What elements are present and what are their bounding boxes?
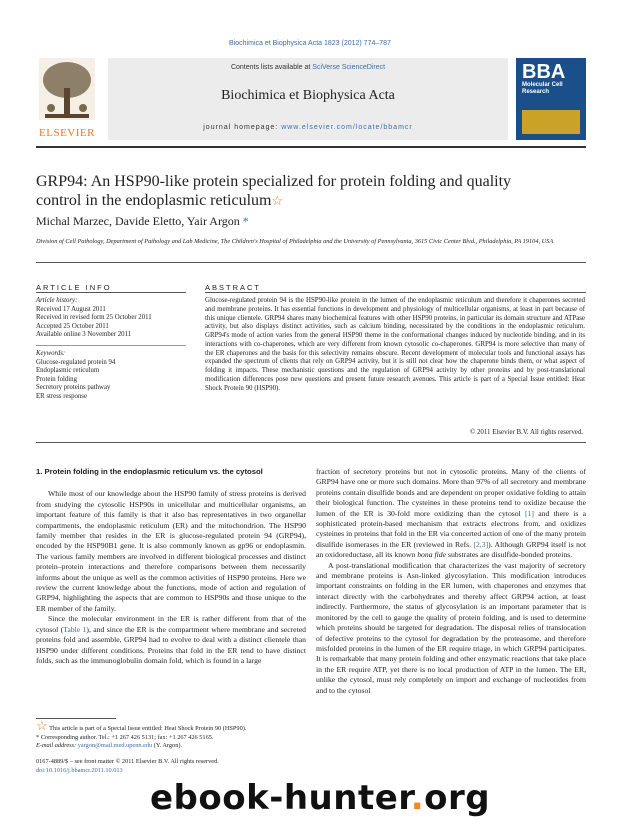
journal-title: Biochimica et Biophysica Acta xyxy=(221,88,395,103)
keyword: Endoplasmic reticulum xyxy=(36,367,100,375)
section-heading: 1. Protein folding in the endoplasmic reticulum vs. the cytosol xyxy=(36,467,263,476)
homepage-line: journal homepage: www.elsevier.com/locate/bbamcr xyxy=(203,124,413,131)
paragraph: fraction of secretory proteins but not in cytosolic proteins. Many of the clients of GRP94 have one or more such domains. More than 97% of all secretory and membrane proteins contain disulfide bonds and are dependent on proper oxidative folding to attain their biological function. The cysteines in these proteins tend to oxidize because the lumen of the ER is 30-fold more oxidizing than the cytosol [1] and there is a sophisticated protein-based mechanism that extracts electrons from, and oxidizes cysteines in proteins that fold in the ER via concerted action of one of the many protein disulfide isomerases in the ER (reviewed in Refs. [2,3]). Although GRP94 itself is not an oxidoreductase, all its known bona fide substrates are disulfide-bonded proteins. xyxy=(316,467,586,560)
homepage-link[interactable]: www.elsevier.com/locate/bbamcr xyxy=(281,124,413,131)
paragraph: While most of our knowledge about the HSP90 family of stress proteins is derived from studying the cytosolic HSP90s in unicellular and multicellular organisms, an important feature of this family is that it also has representatives in two organellar compartments, the endoplasmic reticulum (ER) and the mitochondrion. The HSP90 family member that resides in the ER is glucose-regulated protein 94 (GRP94), encoded by the HSP90B1 gene. It is also commonly known as gp96 or endoplasmin. The various family members are involved in different biological processes and distinct protein–protein interactions and therefore comparisons between them necessarily informs about the unique as well as the common activities of HSP90 proteins. Here we review the current knowledge about the functions, mode of action and regulation of GRP94, highlighting the aspects that are common to HSP90s and those unique to the ER member of the family. xyxy=(36,489,306,613)
watermark: ebook-hunter.org xyxy=(150,778,491,818)
header-divider xyxy=(36,146,586,148)
paragraph: A post-translational modification that characterizes the vast majority of secretory and membrane proteins is Asn-linked glycosylation. This modification introduces important constraints on folding in the ER lumen, with chaperones and enzymes that interact directly with the carbohydrates and thereby affect GRP94 action, at least indirectly. Furthermore, the status of glycosylation is an important parameter that is monitored by the cell to gauge the quality of protein folding, and is used to determine which proteins should be targeted for degradation. The disposal relies of translocation of defective proteins to the cytosol for degradation by the proteasome, and therefore misfolded proteins in the lumen of the ER require triage, in which GRP94 participates. It is remarkable that many protein folding and other enzymatic reactions that take place in the ER require ATP, yet there is no local production of ATP in the lumen. The ER, unlike the cytosol, must rely completely on import and exchange of nucleotides from and to the cytosol xyxy=(316,560,586,695)
article-title: GRP94: An HSP90-like protein specialized for protein folding and quality control in the endoplasmic reticulum☆ xyxy=(36,173,512,209)
article-info-heading: ARTICLE INFO xyxy=(36,283,112,292)
info-rule xyxy=(36,292,186,293)
table-reference-link[interactable]: Table 1 xyxy=(63,624,87,634)
citation-link[interactable]: [2,3] xyxy=(473,539,489,549)
title-star-icon[interactable]: ☆ xyxy=(271,193,284,208)
journal-citation: Biochimica et Biophysica Acta 1823 (2012) 774–787 xyxy=(229,40,391,47)
keyword: Secretory proteins pathway xyxy=(36,384,111,392)
affiliation-divider xyxy=(36,262,586,263)
journal-banner xyxy=(108,58,508,140)
info-separator xyxy=(36,345,186,346)
footnote: * Corresponding author. Tel.: +1 267 426 5131; fax: +1 267 426 5165. xyxy=(36,733,214,741)
corresponding-author-mark[interactable]: * xyxy=(242,214,249,228)
issn-line: 0167-4889/$ – see front matter © 2011 Elsevier B.V. All rights reserved. xyxy=(36,758,219,765)
history-item: Received in revised form 25 October 2011 xyxy=(36,314,152,322)
cover-title: BBA xyxy=(522,61,566,83)
paragraph: Since the molecular environment in the ER is rather different from that of the cytosol (Table 1), and since the ER is the compartment where membrane and secreted proteins fold and assemble, GRP94 had to evolve to deal with a distinct clientele than HSP90 under different conditions. Proteins that fold in the ER tend to have distinct folds, such as the immunoglobulin domain fold, which is found in a large xyxy=(36,614,306,665)
history-item: Available online 3 November 2011 xyxy=(36,331,132,339)
sciencedirect-link[interactable]: SciVerse ScienceDirect xyxy=(312,64,386,71)
affiliation: Division of Cell Pathology, Department of Pathology and Lab Medicine, The Children's Hospital of Philadelphia and the University of Pennsylvania, 3615 Civic Center Blvd., Philadelphia, PA 19104, USA xyxy=(36,238,554,245)
abstract-text: Glucose-regulated protein 94 is the HSP90-like protein in the lumen of the endoplasmic reticulum and therefore it chaperones secreted and membrane proteins. It has essential functions in development and physiology of multicellular organisms, at least in part because of this unique clientele. GRP94 shares many biochemical features with other HSP90 proteins, in particular its domain structure and ATPase activity, but also displays distinct activities, such as calcium binding, necessitated by the conditions in the endoplasmic reticulum. GRP94's mode of action varies from the general HSP90 theme in the conformational changes induced by nucleotide binding, and in its interactions with co-chaperones, which are very different from known cytosolic co-chaperones. GRP94 is more selective than many of the ER chaperones and the basis for this selectivity remains obscure. Recent development of molecular tools and functional assays has expanded the spectrum of clients that rely on GRP94 activity, but it is still not clear how the chaperone binds them, or what aspect of folding it impacts. These mechanistic questions and the regulation of GRP94 activity by other proteins and by post-translational modification differences pose new questions and present future research avenues. This article is part of a Special Issue entitled: Heat Shock Protein 90 (HSP90). xyxy=(205,297,585,392)
abstract-heading: ABSTRACT xyxy=(205,283,262,292)
abstract-rule xyxy=(205,292,586,293)
footnote-rule xyxy=(36,718,116,719)
journal-cover xyxy=(516,58,586,140)
keyword: ER stress response xyxy=(36,392,87,400)
history-label: Article history: xyxy=(36,297,78,304)
article-info xyxy=(36,297,186,402)
publisher-name: ELSEVIER xyxy=(39,127,95,139)
cover-subtitle: Molecular Cell Research xyxy=(522,82,563,95)
body-divider xyxy=(36,442,586,443)
cover-stripe xyxy=(522,110,580,134)
elsevier-logo xyxy=(36,58,98,140)
copyright: © 2011 Elsevier B.V. All rights reserved. xyxy=(470,429,583,436)
publication-info xyxy=(36,758,306,775)
body-column-left xyxy=(36,467,306,666)
article-authors: Michal Marzec, Davide Eletto, Yair Argon * xyxy=(36,214,249,228)
email-link[interactable]: yargon@mail.med.upenn.edu xyxy=(77,742,153,749)
keyword: Glucose-regulated protein 94 xyxy=(36,358,116,366)
doi-link[interactable]: doi:10.1016/j.bbamcr.2011.10.013 xyxy=(36,766,123,774)
citation-link[interactable]: [1] xyxy=(525,508,534,518)
history-item: Received 17 August 2011 xyxy=(36,305,106,313)
contents-line: Contents lists available at SciVerse ScienceDirect xyxy=(230,64,386,71)
footnotes xyxy=(36,718,306,751)
journal-header xyxy=(36,58,586,142)
footnote: ☆ This article is part of a Special Issue entitled: Heat Shock Protein 90 (HSP90). xyxy=(36,718,247,733)
elsevier-tree-icon xyxy=(39,58,95,120)
history-item: Accepted 25 October 2011 xyxy=(36,322,109,330)
keywords-label: Keywords: xyxy=(36,349,66,357)
keyword: Protein folding xyxy=(36,375,77,383)
body-column-right xyxy=(316,467,586,696)
footnote: E-mail address: yargon@mail.med.upenn.edu (Y. Argon). xyxy=(36,742,183,749)
